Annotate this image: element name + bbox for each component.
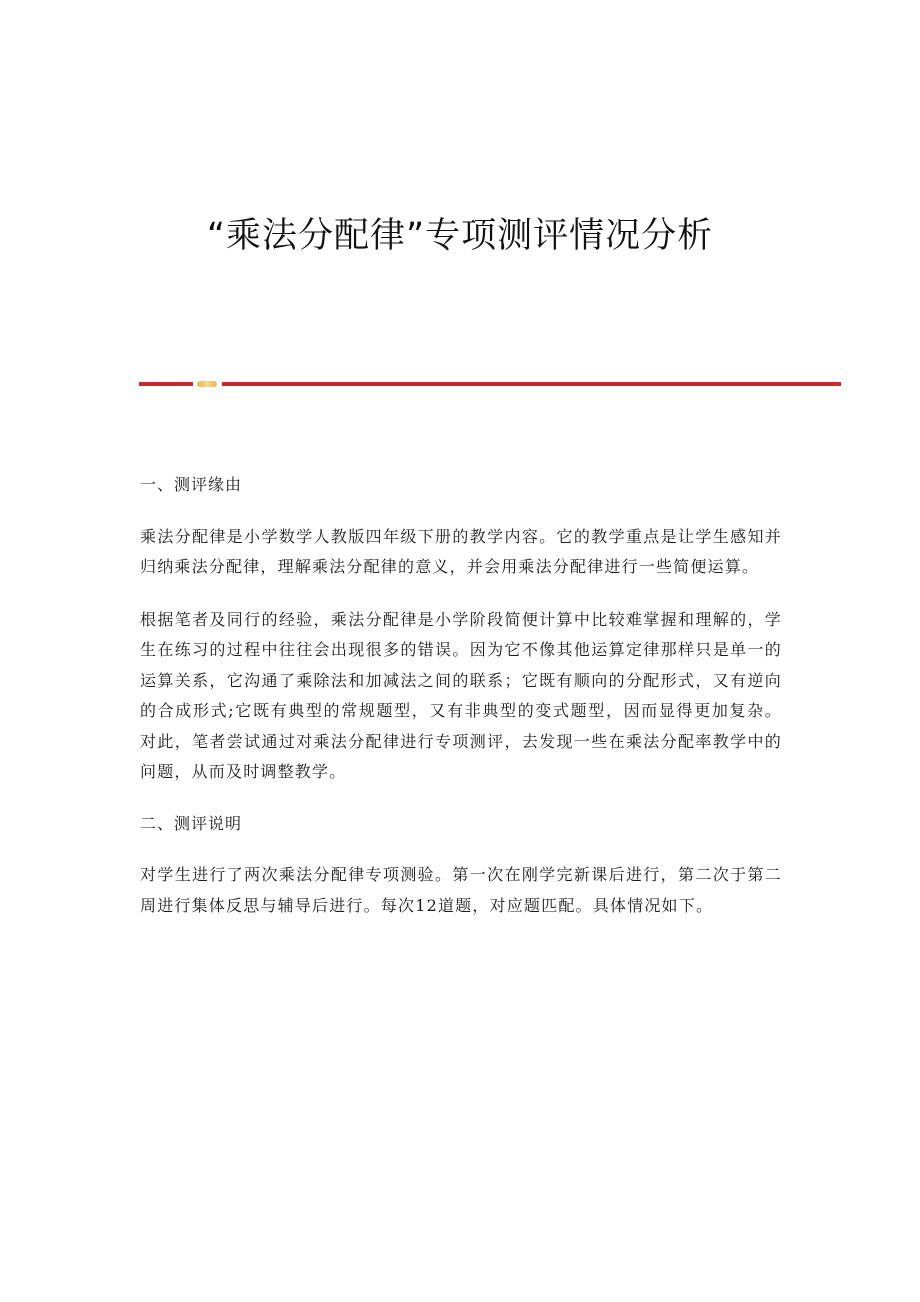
divider-bar-left (139, 382, 193, 386)
divider-bar-right (222, 382, 841, 386)
document-title: “乘法分配律”专项测评情况分析 (206, 216, 714, 256)
title-divider (139, 380, 841, 388)
document-body (140, 470, 782, 921)
section-heading-description: 二、测评说明 (140, 813, 243, 833)
paragraph-intro: 乘法分配律是小学数学人教版四年级下册的教学内容。它的教学重点是让学生感知并归纳乘法分配律，理解乘法分配律的意义，并会用乘法分配律进行一些简便运算。 (140, 526, 782, 576)
section-heading-reason: 一、测评缘由 (140, 475, 243, 494)
divider-ornament-icon (197, 381, 217, 387)
paragraph-test-description: 对学生进行了两次乘法分配律专项测验。第一次在刚学完新课后进行，第二次于第二周进行集体反思与辅导后进行。每次12道题，对应题匹配。具体情况如下。 (140, 865, 782, 915)
paragraph-experience: 根据笔者及同行的经验，乘法分配律是小学阶段简便计算中比较难掌握和理解的，学生在练习的过程中往往会出现很多的错误。因为它不像其他运算定律那样只是单一的运算关系，它沟通了乘除法和加减法之间的联系；它既有顺向的分配形式，又有逆向的合成形式;它既有典型的常规题型，又有非典型的变式题型，因而显得更加复杂。对此，笔者尝试通过对乘法分配律进行专项测评，去发现一些在乘法分配率教学中的问题，从而及时调整教学。 (140, 609, 782, 781)
